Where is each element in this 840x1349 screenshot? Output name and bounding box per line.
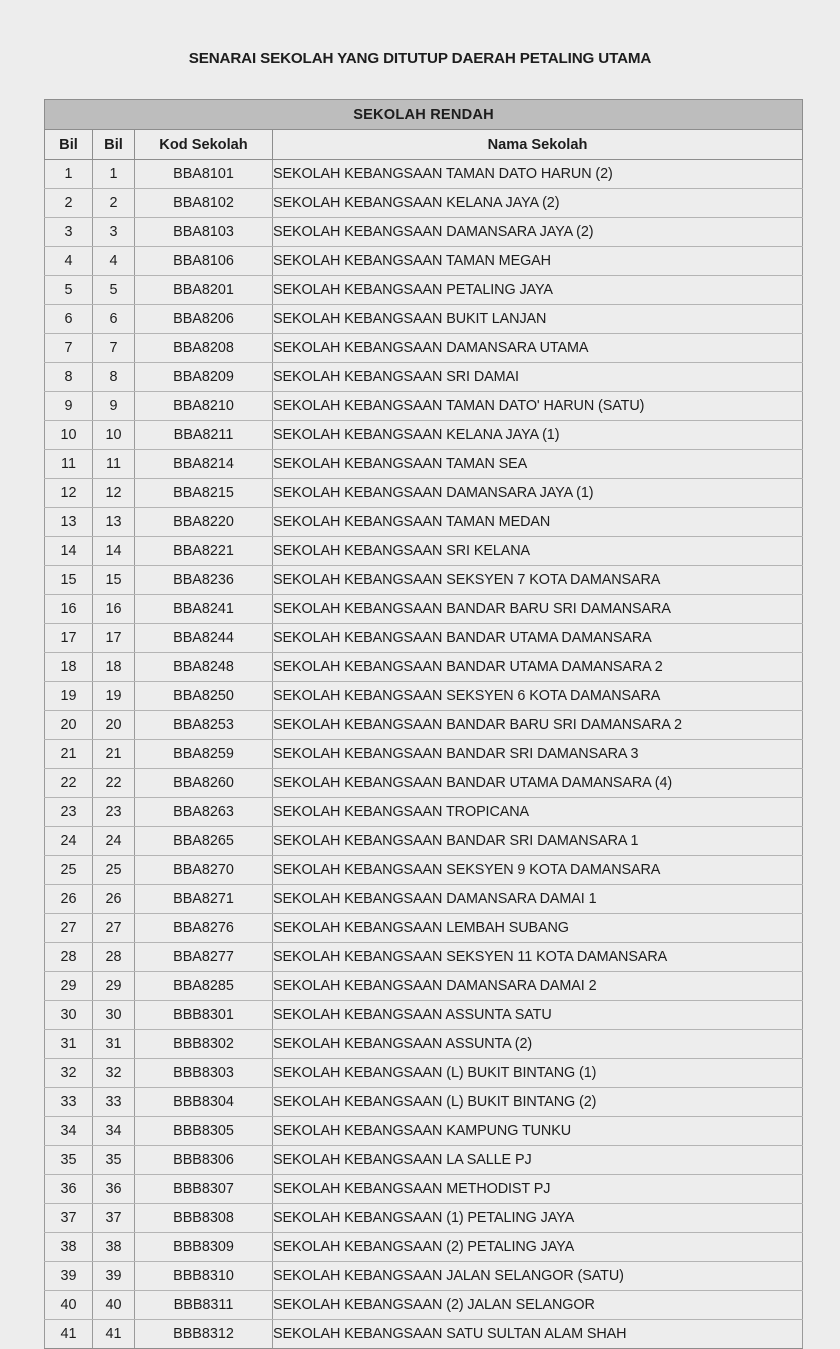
cell-bil-1: 5 (45, 276, 93, 305)
table-row (45, 1262, 803, 1291)
cell-nama-sekolah: SEKOLAH KEBANGSAAN KAMPUNG TUNKU (273, 1117, 803, 1146)
table-row (45, 1059, 803, 1088)
cell-bil-1: 13 (45, 508, 93, 537)
cell-kod-sekolah: BBA8102 (135, 189, 273, 218)
cell-nama-sekolah: SEKOLAH KEBANGSAAN SEKSYEN 6 KOTA DAMANSARA (273, 682, 803, 711)
cell-kod-sekolah: BBA8241 (135, 595, 273, 624)
cell-bil-1: 2 (45, 189, 93, 218)
cell-nama-sekolah: SEKOLAH KEBANGSAAN SATU SULTAN ALAM SHAH (273, 1320, 803, 1349)
cell-bil-2: 20 (93, 711, 135, 740)
cell-bil-1: 10 (45, 421, 93, 450)
cell-bil-1: 27 (45, 914, 93, 943)
cell-bil-1: 28 (45, 943, 93, 972)
table-row (45, 1146, 803, 1175)
cell-kod-sekolah: BBB8312 (135, 1320, 273, 1349)
cell-bil-1: 3 (45, 218, 93, 247)
cell-nama-sekolah: SEKOLAH KEBANGSAAN BANDAR BARU SRI DAMANSARA (273, 595, 803, 624)
cell-nama-sekolah: SEKOLAH KEBANGSAAN TAMAN SEA (273, 450, 803, 479)
cell-bil-2: 9 (93, 392, 135, 421)
cell-bil-2: 28 (93, 943, 135, 972)
cell-kod-sekolah: BBA8103 (135, 218, 273, 247)
cell-kod-sekolah: BBA8276 (135, 914, 273, 943)
cell-kod-sekolah: BBA8211 (135, 421, 273, 450)
cell-bil-2: 5 (93, 276, 135, 305)
cell-kod-sekolah: BBA8206 (135, 305, 273, 334)
cell-bil-1: 9 (45, 392, 93, 421)
cell-nama-sekolah: SEKOLAH KEBANGSAAN SEKSYEN 9 KOTA DAMANSARA (273, 856, 803, 885)
cell-bil-1: 31 (45, 1030, 93, 1059)
table-row (45, 885, 803, 914)
table-row (45, 334, 803, 363)
cell-bil-2: 6 (93, 305, 135, 334)
cell-bil-2: 25 (93, 856, 135, 885)
cell-nama-sekolah: SEKOLAH KEBANGSAAN BANDAR SRI DAMANSARA 3 (273, 740, 803, 769)
table-row (45, 624, 803, 653)
cell-bil-1: 33 (45, 1088, 93, 1117)
cell-bil-1: 23 (45, 798, 93, 827)
table-row (45, 1117, 803, 1146)
cell-kod-sekolah: BBA8221 (135, 537, 273, 566)
cell-nama-sekolah: SEKOLAH KEBANGSAAN DAMANSARA DAMAI 2 (273, 972, 803, 1001)
table-row (45, 1233, 803, 1262)
table-row (45, 827, 803, 856)
cell-nama-sekolah: SEKOLAH KEBANGSAAN LEMBAH SUBANG (273, 914, 803, 943)
cell-bil-2: 37 (93, 1204, 135, 1233)
cell-nama-sekolah: SEKOLAH KEBANGSAAN DAMANSARA DAMAI 1 (273, 885, 803, 914)
cell-bil-2: 1 (93, 160, 135, 189)
table-row (45, 1088, 803, 1117)
table-row (45, 363, 803, 392)
cell-bil-2: 7 (93, 334, 135, 363)
cell-bil-2: 2 (93, 189, 135, 218)
cell-kod-sekolah: BBA8271 (135, 885, 273, 914)
table-row (45, 421, 803, 450)
table-row (45, 160, 803, 189)
column-header-nama-sekolah: Nama Sekolah (273, 130, 803, 160)
cell-nama-sekolah: SEKOLAH KEBANGSAAN ASSUNTA SATU (273, 1001, 803, 1030)
cell-bil-2: 31 (93, 1030, 135, 1059)
closed-schools-table (44, 99, 803, 1349)
cell-kod-sekolah: BBA8215 (135, 479, 273, 508)
cell-kod-sekolah: BBA8201 (135, 276, 273, 305)
cell-nama-sekolah: SEKOLAH KEBANGSAAN BANDAR UTAMA DAMANSARA (273, 624, 803, 653)
cell-kod-sekolah: BBA8270 (135, 856, 273, 885)
cell-bil-1: 15 (45, 566, 93, 595)
table-body (45, 160, 803, 1349)
table-row (45, 943, 803, 972)
cell-bil-2: 19 (93, 682, 135, 711)
cell-kod-sekolah: BBA8260 (135, 769, 273, 798)
cell-kod-sekolah: BBA8250 (135, 682, 273, 711)
cell-bil-1: 4 (45, 247, 93, 276)
cell-bil-1: 21 (45, 740, 93, 769)
cell-bil-2: 34 (93, 1117, 135, 1146)
cell-bil-1: 38 (45, 1233, 93, 1262)
table-row (45, 189, 803, 218)
cell-bil-2: 35 (93, 1146, 135, 1175)
page-title: SENARAI SEKOLAH YANG DITUTUP DAERAH PETALING UTAMA (188, 50, 652, 67)
cell-kod-sekolah: BBB8311 (135, 1291, 273, 1320)
cell-bil-1: 11 (45, 450, 93, 479)
cell-nama-sekolah: SEKOLAH KEBANGSAAN LA SALLE PJ (273, 1146, 803, 1175)
cell-nama-sekolah: SEKOLAH KEBANGSAAN SRI DAMAI (273, 363, 803, 392)
cell-bil-1: 40 (45, 1291, 93, 1320)
cell-bil-1: 14 (45, 537, 93, 566)
cell-kod-sekolah: BBB8310 (135, 1262, 273, 1291)
table-header (45, 100, 803, 160)
cell-bil-1: 7 (45, 334, 93, 363)
cell-bil-1: 25 (45, 856, 93, 885)
cell-nama-sekolah: SEKOLAH KEBANGSAAN DAMANSARA JAYA (2) (273, 218, 803, 247)
table-row (45, 218, 803, 247)
cell-nama-sekolah: SEKOLAH KEBANGSAAN BANDAR SRI DAMANSARA 1 (273, 827, 803, 856)
cell-kod-sekolah: BBA8214 (135, 450, 273, 479)
cell-bil-2: 22 (93, 769, 135, 798)
table-section-banner: SEKOLAH RENDAH (45, 100, 803, 130)
cell-bil-1: 39 (45, 1262, 93, 1291)
cell-nama-sekolah: SEKOLAH KEBANGSAAN (2) JALAN SELANGOR (273, 1291, 803, 1320)
cell-kod-sekolah: BBB8309 (135, 1233, 273, 1262)
cell-kod-sekolah: BBA8263 (135, 798, 273, 827)
cell-bil-1: 29 (45, 972, 93, 1001)
cell-nama-sekolah: SEKOLAH KEBANGSAAN DAMANSARA UTAMA (273, 334, 803, 363)
cell-bil-2: 3 (93, 218, 135, 247)
cell-kod-sekolah: BBA8209 (135, 363, 273, 392)
cell-kod-sekolah: BBB8302 (135, 1030, 273, 1059)
cell-bil-2: 29 (93, 972, 135, 1001)
cell-bil-2: 11 (93, 450, 135, 479)
table-row (45, 972, 803, 1001)
cell-bil-2: 10 (93, 421, 135, 450)
cell-bil-2: 13 (93, 508, 135, 537)
cell-bil-2: 12 (93, 479, 135, 508)
cell-kod-sekolah: BBA8208 (135, 334, 273, 363)
table-row (45, 856, 803, 885)
cell-kod-sekolah: BBA8244 (135, 624, 273, 653)
cell-bil-1: 26 (45, 885, 93, 914)
cell-kod-sekolah: BBA8265 (135, 827, 273, 856)
cell-kod-sekolah: BBA8220 (135, 508, 273, 537)
table-section-banner-row (45, 100, 803, 130)
table-row (45, 392, 803, 421)
cell-bil-2: 16 (93, 595, 135, 624)
table-row (45, 1204, 803, 1233)
table-row (45, 740, 803, 769)
cell-bil-2: 38 (93, 1233, 135, 1262)
cell-nama-sekolah: SEKOLAH KEBANGSAAN PETALING JAYA (273, 276, 803, 305)
cell-nama-sekolah: SEKOLAH KEBANGSAAN (2) PETALING JAYA (273, 1233, 803, 1262)
table-row (45, 653, 803, 682)
table-row (45, 305, 803, 334)
column-header-bil-2: Bil (93, 130, 135, 160)
cell-bil-2: 17 (93, 624, 135, 653)
cell-bil-1: 12 (45, 479, 93, 508)
cell-bil-2: 15 (93, 566, 135, 595)
cell-bil-1: 37 (45, 1204, 93, 1233)
cell-bil-2: 4 (93, 247, 135, 276)
cell-kod-sekolah: BBA8259 (135, 740, 273, 769)
cell-kod-sekolah: BBB8306 (135, 1146, 273, 1175)
cell-nama-sekolah: SEKOLAH KEBANGSAAN TAMAN DATO HARUN (2) (273, 160, 803, 189)
cell-kod-sekolah: BBA8277 (135, 943, 273, 972)
cell-bil-1: 32 (45, 1059, 93, 1088)
cell-kod-sekolah: BBA8101 (135, 160, 273, 189)
table-row (45, 769, 803, 798)
table-row (45, 1291, 803, 1320)
table-row (45, 1030, 803, 1059)
table-row (45, 450, 803, 479)
cell-bil-1: 19 (45, 682, 93, 711)
table-row (45, 595, 803, 624)
cell-nama-sekolah: SEKOLAH KEBANGSAAN (L) BUKIT BINTANG (1) (273, 1059, 803, 1088)
cell-kod-sekolah: BBB8303 (135, 1059, 273, 1088)
cell-bil-2: 40 (93, 1291, 135, 1320)
cell-bil-1: 16 (45, 595, 93, 624)
cell-kod-sekolah: BBA8285 (135, 972, 273, 1001)
cell-bil-2: 39 (93, 1262, 135, 1291)
cell-nama-sekolah: SEKOLAH KEBANGSAAN BANDAR UTAMA DAMANSARA (4) (273, 769, 803, 798)
table-row (45, 566, 803, 595)
cell-bil-2: 26 (93, 885, 135, 914)
cell-nama-sekolah: SEKOLAH KEBANGSAAN KELANA JAYA (2) (273, 189, 803, 218)
cell-kod-sekolah: BBA8248 (135, 653, 273, 682)
cell-bil-2: 23 (93, 798, 135, 827)
cell-bil-1: 1 (45, 160, 93, 189)
cell-kod-sekolah: BBA8253 (135, 711, 273, 740)
table-row (45, 914, 803, 943)
table-row (45, 798, 803, 827)
cell-nama-sekolah: SEKOLAH KEBANGSAAN SEKSYEN 7 KOTA DAMANSARA (273, 566, 803, 595)
table-row (45, 537, 803, 566)
cell-bil-2: 27 (93, 914, 135, 943)
table-column-header-row (45, 130, 803, 160)
cell-nama-sekolah: SEKOLAH KEBANGSAAN TAMAN MEGAH (273, 247, 803, 276)
cell-bil-1: 6 (45, 305, 93, 334)
table-row (45, 247, 803, 276)
cell-kod-sekolah: BBB8308 (135, 1204, 273, 1233)
cell-bil-2: 14 (93, 537, 135, 566)
cell-nama-sekolah: SEKOLAH KEBANGSAAN (1) PETALING JAYA (273, 1204, 803, 1233)
table-row (45, 711, 803, 740)
cell-nama-sekolah: SEKOLAH KEBANGSAAN METHODIST PJ (273, 1175, 803, 1204)
cell-bil-1: 24 (45, 827, 93, 856)
cell-nama-sekolah: SEKOLAH KEBANGSAAN (L) BUKIT BINTANG (2) (273, 1088, 803, 1117)
cell-nama-sekolah: SEKOLAH KEBANGSAAN TAMAN DATO' HARUN (SATU) (273, 392, 803, 421)
column-header-kod-sekolah: Kod Sekolah (135, 130, 273, 160)
cell-nama-sekolah: SEKOLAH KEBANGSAAN ASSUNTA (2) (273, 1030, 803, 1059)
cell-bil-1: 22 (45, 769, 93, 798)
cell-nama-sekolah: SEKOLAH KEBANGSAAN BUKIT LANJAN (273, 305, 803, 334)
cell-nama-sekolah: SEKOLAH KEBANGSAAN TROPICANA (273, 798, 803, 827)
cell-bil-1: 36 (45, 1175, 93, 1204)
cell-kod-sekolah: BBA8106 (135, 247, 273, 276)
cell-bil-2: 8 (93, 363, 135, 392)
school-table-container (44, 99, 802, 1349)
cell-nama-sekolah: SEKOLAH KEBANGSAAN KELANA JAYA (1) (273, 421, 803, 450)
cell-bil-1: 34 (45, 1117, 93, 1146)
cell-nama-sekolah: SEKOLAH KEBANGSAAN BANDAR BARU SRI DAMANSARA 2 (273, 711, 803, 740)
cell-bil-2: 41 (93, 1320, 135, 1349)
cell-bil-2: 18 (93, 653, 135, 682)
cell-nama-sekolah: SEKOLAH KEBANGSAAN TAMAN MEDAN (273, 508, 803, 537)
cell-bil-1: 35 (45, 1146, 93, 1175)
cell-kod-sekolah: BBB8304 (135, 1088, 273, 1117)
table-row (45, 1001, 803, 1030)
cell-nama-sekolah: SEKOLAH KEBANGSAAN DAMANSARA JAYA (1) (273, 479, 803, 508)
column-header-bil-1: Bil (45, 130, 93, 160)
cell-bil-2: 30 (93, 1001, 135, 1030)
cell-kod-sekolah: BBA8210 (135, 392, 273, 421)
cell-kod-sekolah: BBA8236 (135, 566, 273, 595)
cell-bil-1: 20 (45, 711, 93, 740)
table-row (45, 479, 803, 508)
table-row (45, 276, 803, 305)
cell-nama-sekolah: SEKOLAH KEBANGSAAN BANDAR UTAMA DAMANSARA 2 (273, 653, 803, 682)
cell-bil-2: 36 (93, 1175, 135, 1204)
cell-kod-sekolah: BBB8307 (135, 1175, 273, 1204)
cell-bil-1: 30 (45, 1001, 93, 1030)
cell-bil-1: 17 (45, 624, 93, 653)
cell-bil-1: 18 (45, 653, 93, 682)
cell-bil-2: 24 (93, 827, 135, 856)
cell-bil-2: 21 (93, 740, 135, 769)
cell-nama-sekolah: SEKOLAH KEBANGSAAN SEKSYEN 11 KOTA DAMANSARA (273, 943, 803, 972)
cell-bil-1: 8 (45, 363, 93, 392)
cell-kod-sekolah: BBB8305 (135, 1117, 273, 1146)
cell-nama-sekolah: SEKOLAH KEBANGSAAN SRI KELANA (273, 537, 803, 566)
cell-bil-2: 33 (93, 1088, 135, 1117)
table-row (45, 1175, 803, 1204)
table-row (45, 1320, 803, 1349)
cell-bil-2: 32 (93, 1059, 135, 1088)
table-row (45, 682, 803, 711)
cell-kod-sekolah: BBB8301 (135, 1001, 273, 1030)
table-row (45, 508, 803, 537)
cell-nama-sekolah: SEKOLAH KEBANGSAAN JALAN SELANGOR (SATU) (273, 1262, 803, 1291)
cell-bil-1: 41 (45, 1320, 93, 1349)
